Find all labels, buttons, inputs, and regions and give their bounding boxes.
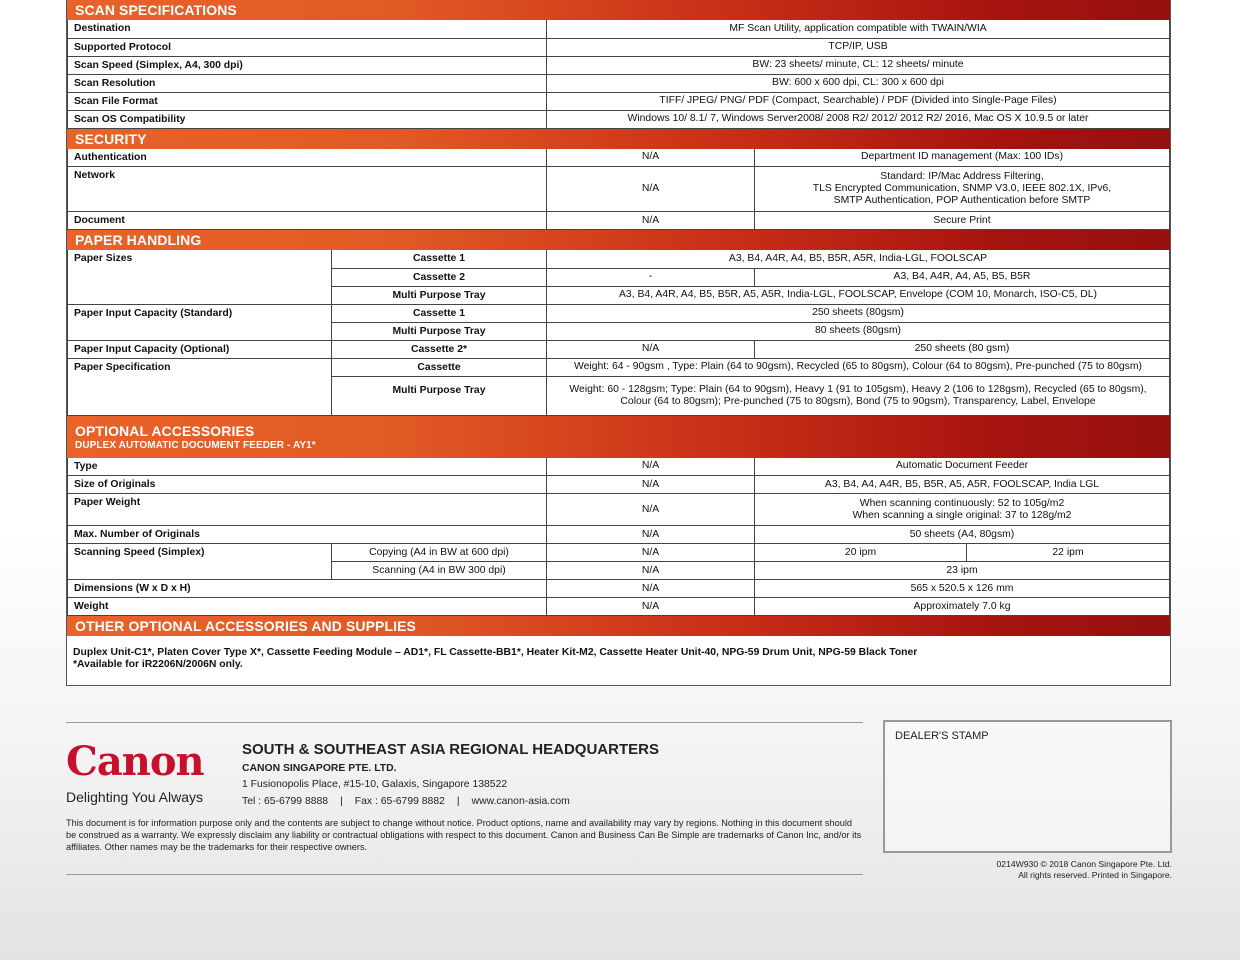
row-value	[755, 167, 1170, 212]
sub-label: Cassette	[332, 358, 547, 376]
row-value: N/A	[547, 149, 755, 167]
optional-table	[67, 458, 1170, 617]
row-value: N/A	[547, 476, 755, 494]
row-label: Destination	[68, 20, 547, 38]
row-value: 250 sheets (80 gsm)	[755, 340, 1170, 358]
row-label: Type	[68, 458, 547, 476]
table-row	[68, 476, 1170, 494]
row-value: Department ID management (Max: 100 IDs)	[755, 149, 1170, 167]
row-value: Weight: 64 - 90gsm , Type: Plain (64 to 90gsm), Recycled (65 to 80gsm), Colour (64 to 80gsm), Pre-punched (75 to 80gsm)	[547, 358, 1170, 376]
row-value: N/A	[547, 544, 755, 562]
row-value: Automatic Document Feeder	[755, 458, 1170, 476]
row-label: Paper Sizes	[68, 250, 332, 304]
sub-label: Scanning (A4 in BW 300 dpi)	[332, 562, 547, 580]
value-line: Colour (64 to 80gsm); Pre-punched (75 to 80gsm), Bond (75 to 90gsm), Transparency, Label, Envelope	[620, 395, 1096, 407]
sub-label: Multi Purpose Tray	[332, 376, 547, 415]
row-value: N/A	[547, 494, 755, 526]
canon-logo: Canon	[66, 738, 204, 785]
row-value: 22 ipm	[967, 544, 1170, 562]
row-label: Authentication	[68, 149, 547, 167]
row-value: Secure Print	[755, 212, 1170, 230]
table-row	[68, 20, 1170, 38]
row-value: MF Scan Utility, application compatible with TWAIN/WIA	[547, 20, 1170, 38]
row-value: 20 ipm	[755, 544, 967, 562]
footer-bottom-rule	[66, 874, 863, 875]
row-value	[755, 494, 1170, 526]
table-row	[68, 110, 1170, 128]
value-line: When scanning continuously: 52 to 105g/m2	[859, 497, 1065, 509]
spec-sheet	[66, 0, 1171, 686]
row-label: Document	[68, 212, 547, 230]
row-value: BW: 600 x 600 dpi, CL: 300 x 600 dpi	[547, 74, 1170, 92]
fax: Fax : 65-6799 8882	[354, 796, 445, 807]
row-value: A3, B4, A4R, A4, B5, B5R, A5R, India-LGL, FOOLSCAP	[547, 250, 1170, 268]
dealer-stamp-label: DEALER'S STAMP	[895, 730, 989, 742]
sub-label: Cassette 2	[332, 268, 547, 286]
table-row	[68, 92, 1170, 110]
row-label: Scan File Format	[68, 92, 547, 110]
disclaimer: This document is for information purpose only and the contents are subject to change without notice. Product options, name and availability may vary by regions. Nothing in this document should be construed as a warranty. We expressly disclaim any liability or contractual obligations with respect to this document. Canon and Business Can Be Simple are trademarks of Canon Inc, and/or its affiliates. Other names may be the trademarks for their respective owners.	[66, 818, 862, 852]
row-value: TIFF/ JPEG/ PNG/ PDF (Compact, Searchable) / PDF (Divided into Single-Page Files)	[547, 92, 1170, 110]
value-line: SMTP Authentication, POP Authentication before SMTP	[833, 195, 1091, 206]
row-value: N/A	[547, 167, 755, 212]
table-row	[68, 38, 1170, 56]
row-label: Paper Input Capacity (Standard)	[68, 304, 332, 340]
footer-top-rule	[66, 722, 863, 723]
row-value: TCP/IP, USB	[547, 38, 1170, 56]
row-value: N/A	[547, 562, 755, 580]
row-label: Scan Resolution	[68, 74, 547, 92]
table-row	[68, 458, 1170, 476]
table-row	[68, 580, 1170, 598]
row-label: Dimensions (W x D x H)	[68, 580, 547, 598]
section-header-security: SECURITY	[67, 129, 1170, 149]
row-value: Approximately 7.0 kg	[755, 598, 1170, 616]
value-line: When scanning a single original: 37 to 128g/m2	[852, 509, 1072, 521]
row-value: 23 ipm	[755, 562, 1170, 580]
row-label: Max. Number of Originals	[68, 526, 547, 544]
tagline: Delighting You Always	[66, 789, 203, 805]
sub-label: Copying (A4 in BW at 600 dpi)	[332, 544, 547, 562]
row-value: N/A	[547, 580, 755, 598]
row-label: Size of Originals	[68, 476, 547, 494]
table-row	[68, 340, 1170, 358]
table-row	[68, 250, 1170, 268]
table-row	[68, 526, 1170, 544]
separator: |	[340, 796, 343, 807]
table-row	[68, 494, 1170, 526]
row-value: N/A	[547, 598, 755, 616]
section-subtitle: DUPLEX AUTOMATIC DOCUMENT FEEDER - AY1*	[75, 439, 316, 451]
paper-table	[67, 250, 1170, 416]
sub-label: Multi Purpose Tray	[332, 286, 547, 304]
sub-label: Cassette 1	[332, 250, 547, 268]
table-row	[68, 167, 1170, 212]
sub-label: Cassette 1	[332, 304, 547, 322]
table-row	[68, 598, 1170, 616]
row-value: N/A	[547, 340, 755, 358]
table-row	[68, 304, 1170, 322]
row-label: Paper Weight	[68, 494, 547, 526]
value-line: Weight: 60 - 128gsm; Type: Plain (64 to 90gsm), Heavy 1 (91 to 105gsm), Heavy 2 (106 to 128gsm), Recycled (65 to 80gsm),	[569, 383, 1147, 395]
row-label: Weight	[68, 598, 547, 616]
row-value: 80 sheets (80gsm)	[547, 322, 1170, 340]
table-row	[68, 358, 1170, 376]
section-header-scan: SCAN SPECIFICATIONS	[67, 0, 1170, 20]
row-value: 565 x 520.5 x 126 mm	[755, 580, 1170, 598]
row-label: Scan OS Compatibility	[68, 110, 547, 128]
sub-label: Multi Purpose Tray	[332, 322, 547, 340]
contact-line	[242, 796, 570, 807]
table-row	[68, 544, 1170, 562]
accessories-list: Duplex Unit-C1*, Platen Cover Type X*, Cassette Feeding Module – AD1*, FL Cassette-BB1*, Heater Kit-M2, Cassette Heater Unit-40, NPG-59 Drum Unit, NPG-59 Black Toner	[73, 647, 918, 658]
row-value: N/A	[547, 526, 755, 544]
section-header-optional	[67, 416, 1170, 458]
website-link[interactable]: www.canon-asia.com	[471, 796, 570, 807]
copyright-line: All rights reserved. Printed in Singapore.	[1018, 870, 1172, 880]
address: 1 Fusionopolis Place, #15-10, Galaxis, Singapore 138522	[242, 779, 508, 790]
table-row	[68, 74, 1170, 92]
security-table	[67, 149, 1170, 231]
value-line: TLS Encrypted Communication, SNMP V3.0, IEEE 802.1X, IPv6,	[812, 183, 1112, 194]
row-value: A3, B4, A4R, A4, A5, B5, B5R	[755, 268, 1170, 286]
row-label: Supported Protocol	[68, 38, 547, 56]
table-row	[68, 149, 1170, 167]
row-value: -	[547, 268, 755, 286]
row-value	[547, 376, 1170, 415]
hq-title: SOUTH & SOUTHEAST ASIA REGIONAL HEADQUARTERS	[242, 741, 659, 758]
value-line: Standard: IP/Mac Address Filtering,	[880, 171, 1044, 182]
row-value: N/A	[547, 458, 755, 476]
sub-label: Cassette 2*	[332, 340, 547, 358]
row-value: A3, B4, A4, A4R, B5, B5R, A5, A5R, FOOLSCAP, India LGL	[755, 476, 1170, 494]
copyright-line: 0214W930 © 2018 Canon Singapore Pte. Ltd.	[996, 859, 1172, 869]
separator: |	[456, 796, 460, 807]
row-label: Scan Speed (Simplex, A4, 300 dpi)	[68, 56, 547, 74]
scan-spec-table	[67, 20, 1170, 129]
row-value: N/A	[547, 212, 755, 230]
row-value: 50 sheets (A4, 80gsm)	[755, 526, 1170, 544]
section-header-paper: PAPER HANDLING	[67, 230, 1170, 250]
dealer-stamp-box	[883, 720, 1172, 853]
row-value: A3, B4, A4R, A4, B5, B5R, A5, A5R, India-LGL, FOOLSCAP, Envelope (COM 10, Monarch, ISO-C5, DL)	[547, 286, 1170, 304]
section-title: OPTIONAL ACCESSORIES	[75, 422, 255, 439]
company-name: CANON SINGAPORE PTE. LTD.	[242, 763, 397, 774]
other-accessories-notes	[67, 636, 1170, 684]
row-label: Scanning Speed (Simplex)	[68, 544, 332, 580]
section-header-other: OTHER OPTIONAL ACCESSORIES AND SUPPLIES	[67, 616, 1170, 636]
row-label: Paper Specification	[68, 358, 332, 415]
table-row	[68, 212, 1170, 230]
row-value: BW: 23 sheets/ minute, CL: 12 sheets/ minute	[547, 56, 1170, 74]
table-row	[68, 56, 1170, 74]
row-label: Network	[68, 167, 547, 212]
tel: Tel : 65-6799 8888	[242, 796, 329, 807]
row-value: Windows 10/ 8.1/ 7, Windows Server2008/ 2008 R2/ 2012/ 2012 R2/ 2016, Mac OS X 10.9.5 or later	[547, 110, 1170, 128]
row-value: 250 sheets (80gsm)	[547, 304, 1170, 322]
copyright	[997, 859, 1172, 881]
row-label: Paper Input Capacity (Optional)	[68, 340, 332, 358]
availability-note: *Available for iR2206N/2006N only.	[73, 659, 243, 670]
